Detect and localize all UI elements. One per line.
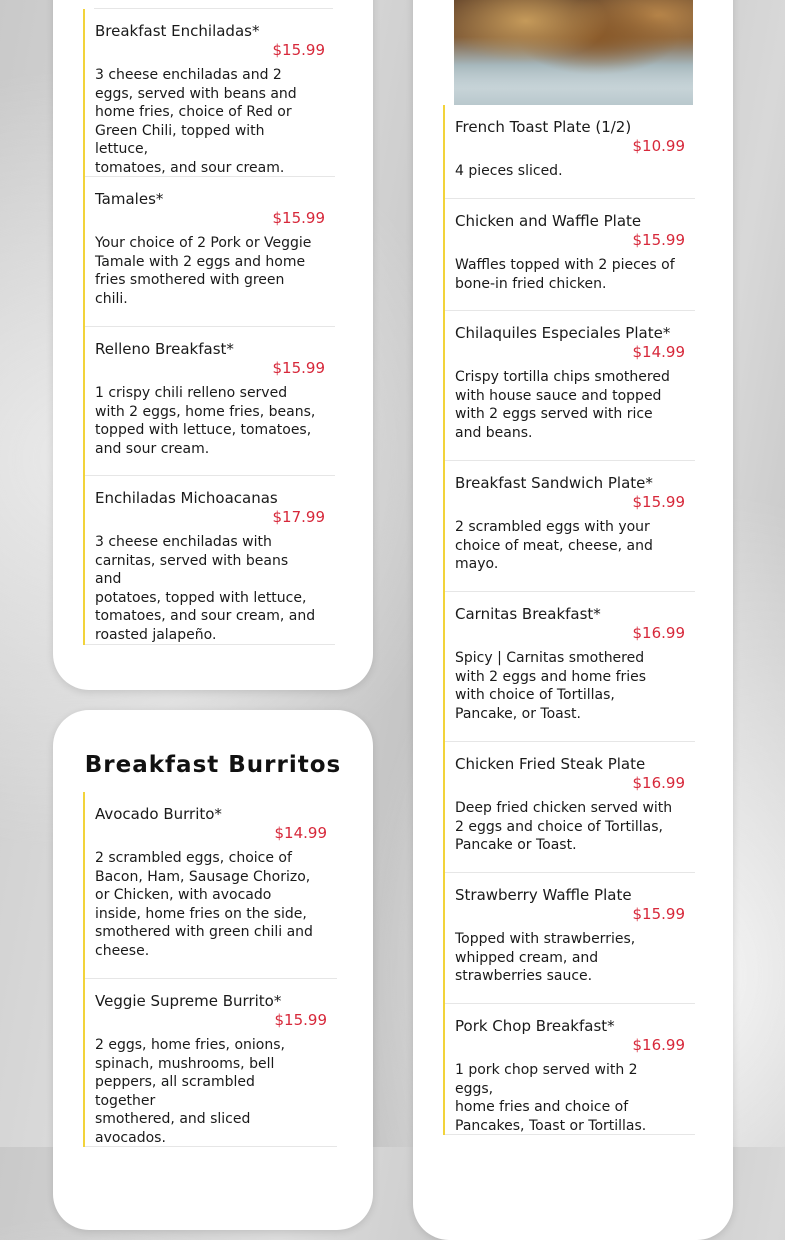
menu-item-price: $15.99 [272,41,325,59]
description-line: home fries and choice of [455,1099,629,1115]
menu-item [85,979,337,1147]
menu-item-price: $15.99 [274,1011,327,1029]
menu-item-name: Relleno Breakfast* [95,340,234,358]
menu-item [445,742,695,873]
menu-item-description [455,799,677,855]
description-line: tomatoes, and sour cream. [95,159,285,176]
description-line: whipped cream, and [455,949,599,966]
description-line: cheese. [95,942,150,959]
menu-item-description [95,533,317,644]
menu-item [85,177,335,327]
french-toast-photo [454,0,693,105]
menu-item-name: Pork Chop Breakfast* [455,1017,615,1035]
description-line: Pancakes, Toast or Tortillas. [455,1117,647,1134]
description-line: home fries, choice of Red or [95,104,292,120]
description-line: strawberries sauce. [455,968,593,984]
menu-item-description [455,1061,677,1135]
description-line: with house sauce and topped [455,387,662,404]
menu-item-description [95,849,317,960]
description-line: Crispy tortilla chips smothered [455,369,670,385]
description-line: 3 cheese enchiladas and 2 [95,67,282,83]
description-line: Green Chili, topped with lettuce, [95,122,265,157]
description-line: tomatoes, and sour cream, and [95,608,316,624]
description-line: 2 eggs and choice of Tortillas, [455,818,663,835]
menu-item-price: $15.99 [632,493,685,511]
menu-item [85,9,335,177]
menu-item-list [83,9,335,645]
description-line: with choice of Tortillas, [455,687,615,703]
description-line: potatoes, topped with lettuce, [95,589,307,606]
menu-item-name: Breakfast Enchiladas* [95,22,260,40]
description-line: 2 eggs, home fries, onions, [95,1037,285,1053]
menu-item-price: $15.99 [632,905,685,923]
menu-item-description [95,1036,317,1147]
menu-item-price: $14.99 [274,824,327,842]
description-line: carnitas, served with beans and [95,552,289,587]
description-line: Tamale with 2 eggs and home [95,253,306,270]
menu-item-description [95,384,317,458]
menu-item-price: $10.99 [632,137,685,155]
description-line: spinach, mushrooms, bell [95,1055,275,1072]
description-line: with 2 eggs and home fries [455,668,647,685]
description-line: eggs, served with beans and [95,85,297,102]
menu-item-name: Chicken Fried Steak Plate [455,755,646,773]
menu-item-price: $16.99 [632,774,685,792]
menu-item-price: $15.99 [272,209,325,227]
menu-item-description [95,66,317,177]
description-line: smothered with green chili and [95,924,313,940]
description-line: avocados. [95,1129,166,1146]
menu-item-name: Enchiladas Michoacanas [95,489,278,507]
menu-item-name: Tamales* [95,190,164,208]
description-line: Pancake, or Toast. [455,705,581,722]
menu-item-name: Chilaquiles Especiales Plate* [455,324,671,342]
description-line: and beans. [455,424,533,441]
menu-item-list [443,105,695,1135]
menu-item-price: $15.99 [272,359,325,377]
description-line: 1 crispy chili relleno served [95,385,288,401]
description-line: Deep fried chicken served with [455,800,673,816]
menu-item-name: Breakfast Sandwich Plate* [455,474,653,492]
menu-item [85,327,335,476]
menu-item-name: French Toast Plate (1/2) [455,118,632,136]
menu-item [445,311,695,461]
description-line: Pancake or Toast. [455,837,577,853]
description-line: Your choice of 2 Pork or Veggie [95,235,312,251]
description-line: Spicy | Carnitas smothered [455,650,645,666]
description-line: inside, home fries on the side, [95,905,307,922]
description-line: Bacon, Ham, Sausage Chorizo, [95,868,311,885]
description-line: 3 cheese enchiladas with [95,534,272,550]
description-line: 4 pieces sliced. [455,163,563,179]
description-line: Topped with strawberries, [455,931,636,947]
menu-item-name: Carnitas Breakfast* [455,605,601,623]
menu-item [445,461,695,592]
description-line: topped with lettuce, tomatoes, [95,422,312,438]
menu-item [85,476,335,645]
menu-item [445,105,695,199]
menu-item [85,792,337,979]
description-line: smothered, and sliced [95,1111,251,1127]
description-line: mayo. [455,556,499,572]
menu-item-price: $17.99 [272,508,325,526]
description-line: fries smothered with green [95,272,285,288]
menu-item-list [83,792,337,1147]
menu-item [445,592,695,742]
description-line: 2 scrambled eggs, choice of [95,850,292,866]
description-line: with 2 eggs served with rice [455,406,653,422]
description-line: 1 pork chop served with 2 eggs, [455,1062,638,1097]
description-line: 2 scrambled eggs with your [455,519,650,535]
menu-item-description [455,930,677,986]
menu-item-description [455,368,677,442]
menu-item-name: Veggie Supreme Burrito* [95,992,282,1010]
menu-item [445,873,695,1004]
description-line: or Chicken, with avocado [95,887,272,903]
description-line: roasted jalapeño. [95,626,217,643]
menu-item-description [455,256,677,293]
menu-item-price: $14.99 [632,343,685,361]
menu-item-description [95,234,317,308]
menu-item-description [455,649,677,723]
description-line: choice of meat, cheese, and [455,537,653,554]
menu-item-name: Strawberry Waffle Plate [455,886,632,904]
menu-item-name: Chicken and Waffle Plate [455,212,642,230]
description-line: chili. [95,290,128,307]
menu-item-name: Avocado Burrito* [95,805,222,823]
description-line: peppers, all scrambled together [95,1074,255,1109]
menu-item-description [455,518,677,574]
description-line: with 2 eggs, home fries, beans, [95,403,316,420]
description-line: bone-in fried chicken. [455,275,607,292]
menu-item [445,1004,695,1135]
menu-item-price: $16.99 [632,1036,685,1054]
description-line: Waffles topped with 2 pieces of [455,257,675,273]
menu-item-price: $16.99 [632,624,685,642]
menu-item-price: $15.99 [632,231,685,249]
menu-item [445,199,695,311]
description-line: and sour cream. [95,440,210,457]
section-title: Breakfast Burritos [84,752,342,778]
menu-item-description [455,162,677,181]
